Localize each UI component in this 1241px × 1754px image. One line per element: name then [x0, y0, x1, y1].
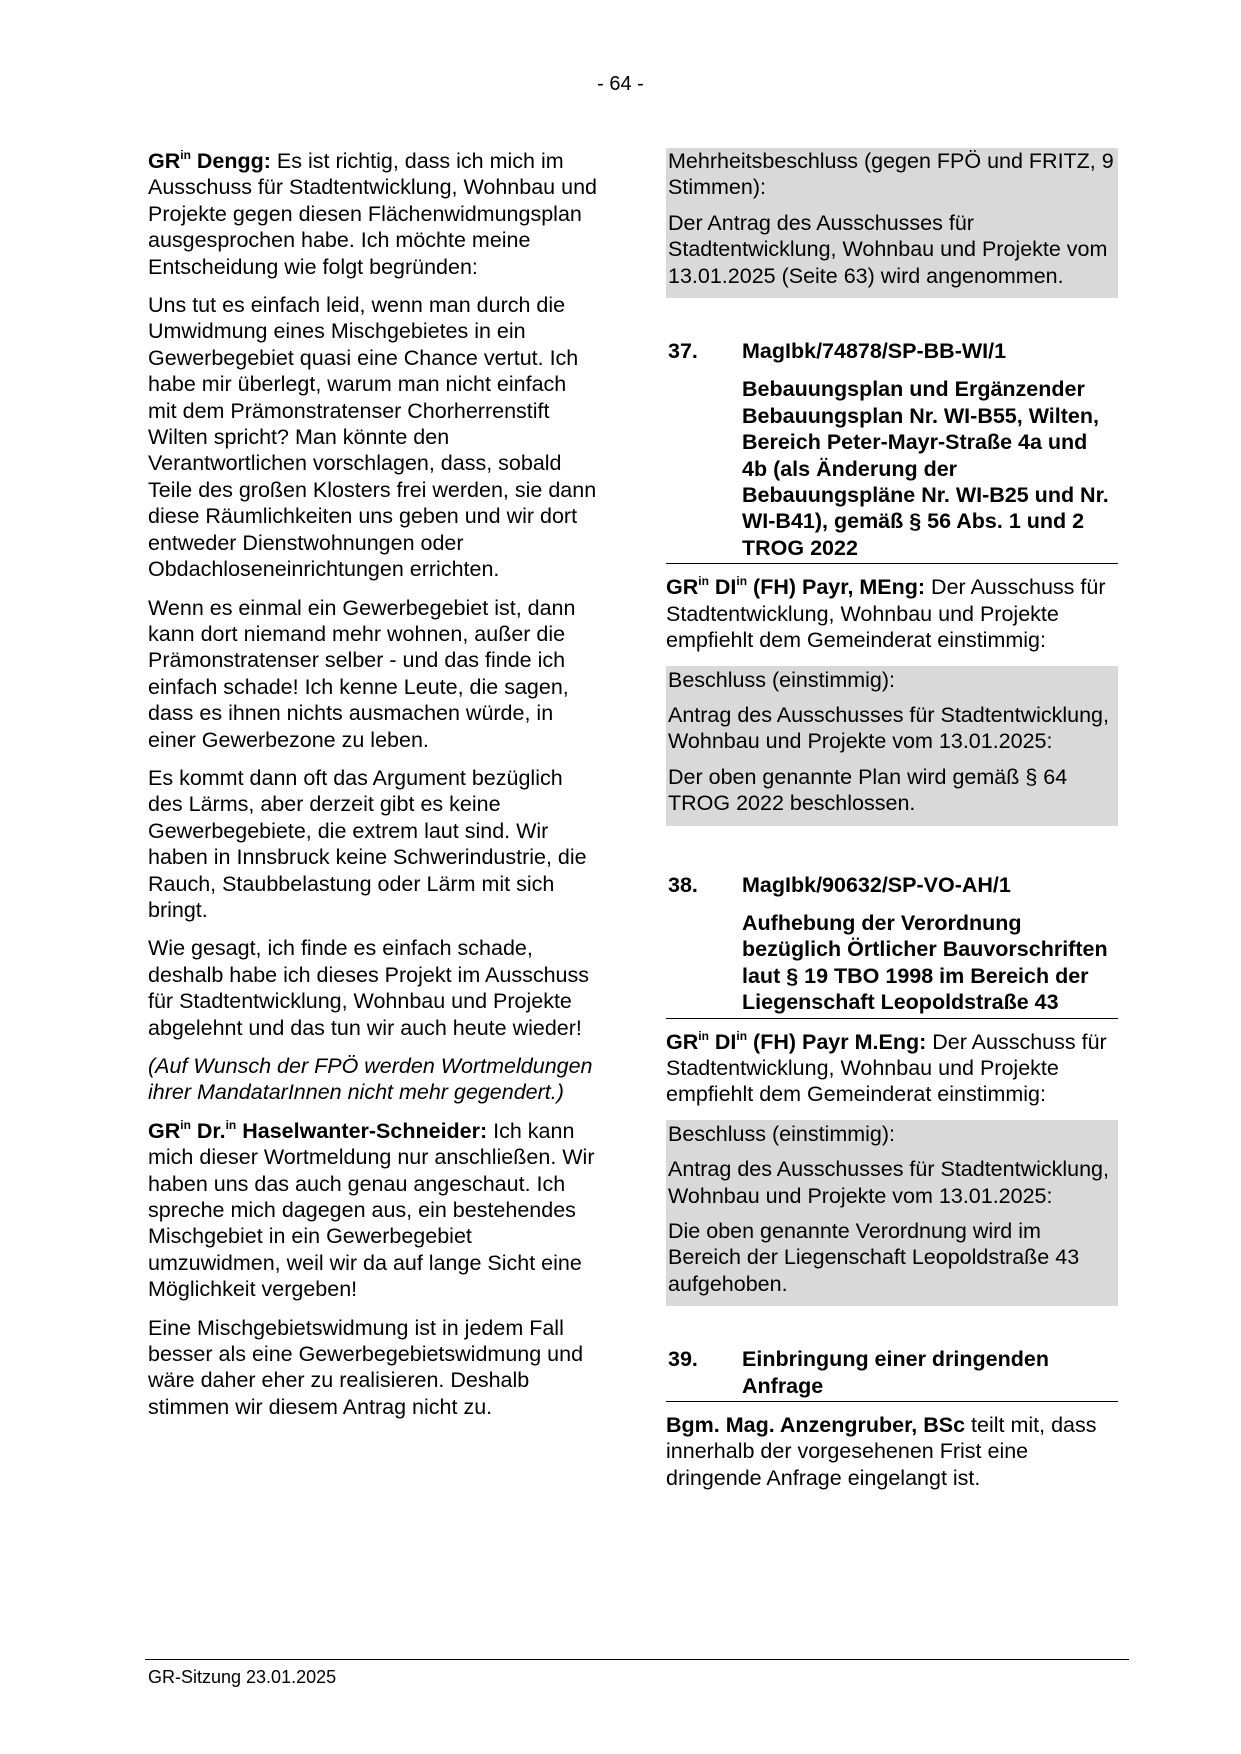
footer-divider [145, 1659, 1129, 1660]
item-title: Aufhebung der Verordnung bezüglich Örtlicher Bauvorschriften laut § 19 TBO 1998 im Bereich der Liegenschaft Leopoldstraße 43 [666, 910, 1118, 1019]
speaker-label: Bgm. Mag. Anzengruber, BSc [666, 1413, 966, 1438]
paragraph-text: Ich kann mich dieser Wortmeldung nur anschließen. Wir haben uns das auch genau angeschaut. Ich spreche mich dagegen aus, ein bestehendes Mischgebiet in ein Gewerbegebiet umzuwidmen, weil wir da auf lange Sicht eine Möglichkeit vergeben! [148, 1118, 595, 1302]
item-title: Bebauungsplan und Ergänzender Bebauungsplan Nr. WI-B55, Wilten, Bereich Peter-Mayr-Straße 4a und 4b (als Änderung der Bebauungspläne Nr. WI-B25 und Nr. WI-B41), gemäß § 56 Abs. 1 und 2 TROG 2022 [666, 376, 1118, 564]
decision-block-36 [666, 148, 1118, 298]
page-number: - 64 - [597, 73, 644, 95]
paragraph: Uns tut es einfach leid, wenn man durch die Umwidmung eines Mischgebietes in ein Gewerbegebiet quasi eine Chance vertut. Ich habe mir überlegt, warum man nicht einfach mit dem Prämonstratenser Chorherrenstift Wilten spricht? Man könnte den Verantwortlichen vorschlagen, dass, sobald Teile des großen Klosters frei werden, sie dann diese Räumlichkeiten uns geben und wir dort entweder Dienstwohnungen oder Obdachloseneinrichtungen errichten. [148, 293, 597, 582]
speaker-paragraph: $GR^{in}$ $DI^{in}$ (FH) Payr M.Eng: Der Ausschuss für Stadtentwicklung, Wohnbau und Projekte empfiehlt dem Gemeinderat einstimmig: [666, 1028, 1107, 1107]
paragraph: Wenn es einmal ein Gewerbegebiet ist, dann kann dort niemand mehr wohnen, außer die Prämonstratenser selber - und das finde ich einfach schade! Ich kenne Leute, die sagen, dass es ihnen nichts ausmachen würde, in einer Gewerbezone zu leben. [148, 595, 576, 752]
right-column [666, 148, 1118, 1503]
decision-label: Beschluss (einstimmig): [668, 667, 895, 692]
item-number: 39. [668, 1347, 698, 1372]
agenda-item-37 [666, 338, 1118, 826]
item-header [666, 338, 1118, 364]
item-number: 37. [668, 339, 698, 364]
speaker-label: $GR^{in}$ Dengg: [148, 148, 271, 173]
speaker-paragraph: Bgm. Mag. Anzengruber, BSc teilt mit, dass innerhalb der vorgesehenen Frist eine dringende Anfrage eingelangt ist. [666, 1413, 1097, 1490]
item-header [666, 872, 1118, 898]
speaker-label: $GR^{in}$ $DI^{in}$ (FH) Payr M.Eng: [666, 1028, 927, 1054]
paragraph: Wie gesagt, ich finde es einfach schade, deshalb habe ich dieses Projekt im Ausschuss für Stadtentwicklung, Wohnbau und Projekte abgelehnt und das tun wir auch heute wieder! [148, 936, 589, 1040]
paragraph-text: Es ist richtig, dass ich mich im Ausschuss für Stadtentwicklung, Wohnbau und Projekte gegen diesen Flächenwidmungsplan ausgesprochen habe. Ich möchte meine Entscheidung wie folgt begründen: [148, 149, 597, 279]
agenda-item-39 [666, 1346, 1118, 1491]
decision-label: Beschluss (einstimmig): [668, 1121, 895, 1146]
decision-label: Mehrheitsbeschluss (gegen FPÖ und FRITZ, 9 Stimmen): [668, 149, 1114, 200]
decision-text: Der Antrag des Ausschusses für Stadtentwicklung, Wohnbau und Projekte vom 13.01.2025 (Seite 63) wird angenommen. [668, 210, 1108, 288]
paragraph: Eine Mischgebietswidmung ist in jedem Fall besser als eine Gewerbegebietswidmung und wäre daher eher zu realisieren. Deshalb stimmen wir diesem Antrag nicht zu. [148, 1315, 584, 1419]
result-text: Der oben genannte Plan wird gemäß § 64 TROG 2022 beschlossen. [668, 764, 1068, 816]
item-code: MagIbk/74878/SP-BB-WI/1 [742, 339, 1007, 364]
item-header [666, 1346, 1118, 1402]
item-number: 38. [668, 872, 698, 897]
speaker-label: $GR^{in}$ Dr.$^{in}$ Haselwanter-Schneider: [148, 1117, 488, 1143]
decision-block-37 [666, 666, 1118, 826]
italic-note: (Auf Wunsch der FPÖ werden Wortmeldungen ihrer MandatarInnen nicht mehr gegendert.) [148, 1054, 593, 1105]
item-code: MagIbk/90632/SP-VO-AH/1 [742, 872, 1011, 897]
item-title: Einbringung einer dringenden Anfrage [742, 1347, 1049, 1398]
paragraph: Es kommt dann oft das Argument bezüglich des Lärms, aber derzeit gibt es keine Gewerbegebiete, die extrem laut sind. Wir haben in Innsbruck keine Schwerindustrie, die Rauch, Staubbelastung oder Lärm mit sich bringt. [148, 765, 587, 922]
motion-text: Antrag des Ausschusses für Stadtentwicklung, Wohnbau und Projekte vom 13.01.2025: [668, 1157, 1109, 1208]
footer: GR-Sitzung 23.01.2025 [148, 1667, 337, 1687]
decision-block-38 [666, 1120, 1118, 1306]
paragraph-dengg [148, 148, 598, 280]
result-text: Die oben genannte Verordnung wird im Bereich der Liegenschaft Leopoldstraße 43 aufgehoben. [668, 1219, 1080, 1296]
left-column [148, 148, 598, 1432]
agenda-item-38 [666, 872, 1118, 1307]
speaker-label: $GR^{in}$ $DI^{in}$ (FH) Payr, MEng: [666, 574, 926, 600]
motion-text: Antrag des Ausschusses für Stadtentwicklung, Wohnbau und Projekte vom 13.01.2025: [668, 702, 1109, 754]
speaker-paragraph: $GR^{in}$ $DI^{in}$ (FH) Payr, MEng: Der Ausschuss für Stadtentwicklung, Wohnbau und Projekte empfiehlt dem Gemeinderat einstimmig: [666, 574, 1106, 653]
paragraph-haselwanter [148, 1118, 598, 1303]
